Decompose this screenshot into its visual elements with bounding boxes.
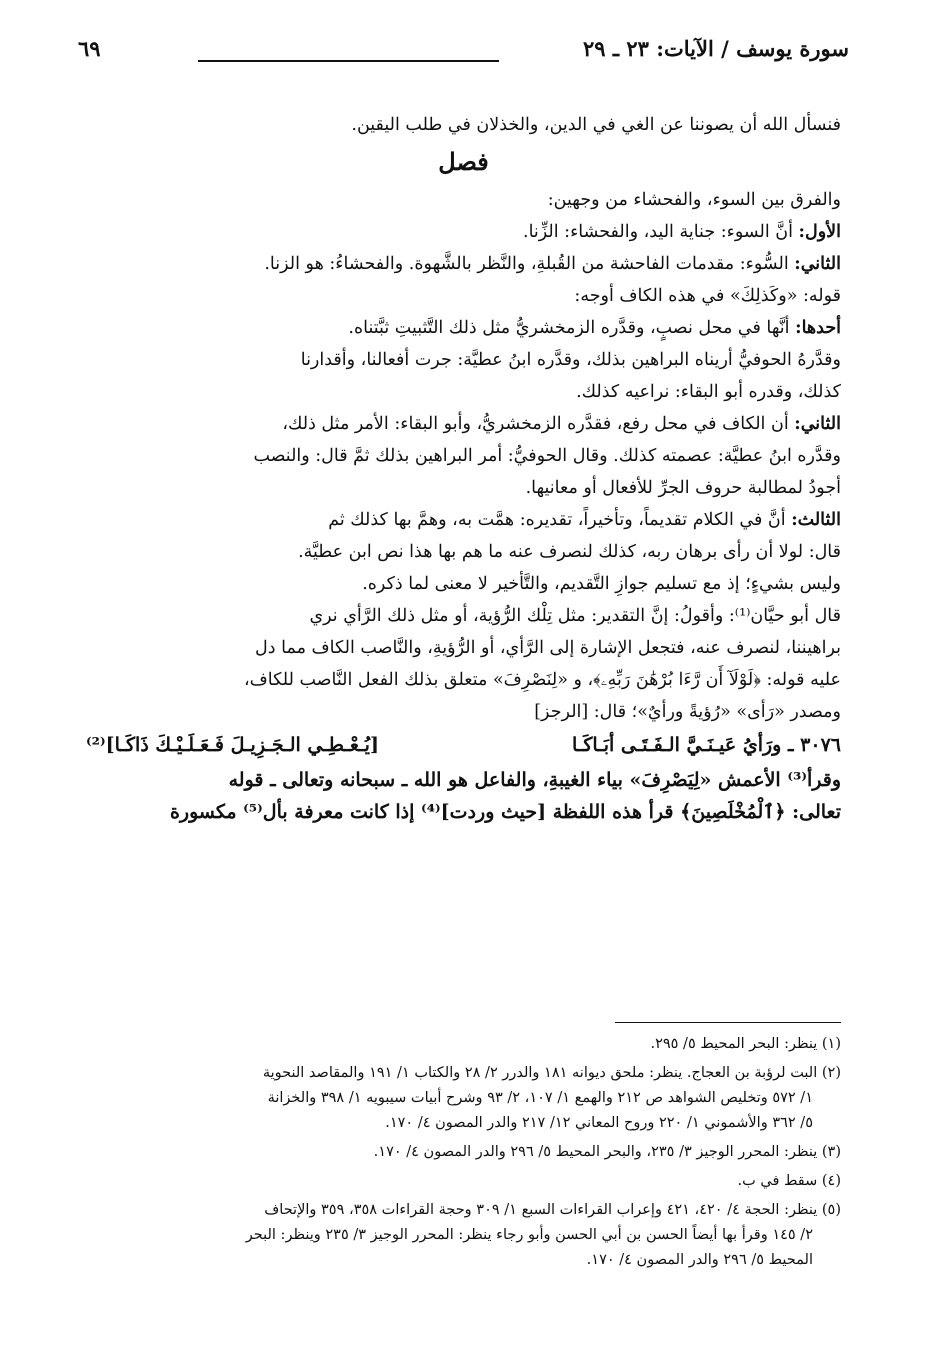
verse-number: ٣٠٧٦ ـ (787, 734, 841, 756)
footnote: (٢) البت لرؤبة بن العجاج. ينظر: ملحق ديوانه ١٨١ والدرر ٢/ ٢٨ والكتاب ١/ ١٩١ والمقاصد النحوية ١/ ٥٧٢ وتخليص الشواهد ص ٢١٢ والهمع ١/ ١٠٧، ٢/ ٩٣ وشرح أبيات سيبويه ١/ ٣٩٨ والخزانة ٥/ ٣٦٢ والأشموني ١/ ٢٢٠ وروح المعاني ١٢/ ٢١٧ والدر المصون ٤/ ١٧٠. (262, 1065, 841, 1131)
text-line: براهيننا، لنصرف عنه، فتجعل الإشارة إلى الرَّأي، أو الرُّؤيةِ، والنَّاصب الكاف مما دل (255, 638, 841, 658)
verse-second-hemistich: [يُـعْـطِـي الـجَـزِيـلَ فَـعَـلَـيْـكَ ذَاكَـا]⁽²⁾ (86, 734, 379, 756)
point-text: أنَّ في الكلام تقديماً، وتأخيراً، تقديره: همَّت به، وهمَّ بها كذلك ثم (328, 510, 792, 530)
running-title: سورة يوسف / الآيات: ٢٣ ـ ٢٩ (582, 36, 849, 61)
text-line: عليه قوله: ﴿لَوْلَآ أَن رَّءَا بُرْهَٰنَ رَبِّهِۦ﴾، و «لِنَصْرِفَ» متعلق بذلك الفعل النَّاصب للكاف، (244, 670, 841, 690)
text-line (86, 315, 841, 342)
point-text: أنَّ السوء: جناية اليد، والفحشاء: الزِّنا. (523, 222, 799, 242)
point-label: الثاني: (794, 414, 841, 434)
text-line: كذلك، وقدره أبو البقاء: نراعيه كذلك. (576, 382, 841, 402)
point-text: أنَّها في محل نصبٍ، وقدَّره الزمخشريُّ مثل ذلك التَّثبيتِ ثبَّتناه. (348, 318, 796, 338)
text-line: أجودُ لمطالبة حروف الجرِّ للأفعال أو معانيها. (525, 478, 841, 498)
text-line: وقدَّرهُ الحوفيُّ أريناه البراهين بذلك، وقدَّره ابنُ عطيَّة: جرت أفعالنا، وأقدارنا (300, 350, 841, 370)
text-line: تعالى: ﴿ٱلْمُخْلَصِينَ﴾ قرأ هذه اللفظة [حيث وردت]⁽⁴⁾ إذا كانت معرفة بأل⁽⁵⁾ مكسورة (169, 801, 841, 823)
section-heading: فصل (438, 147, 489, 176)
text-line: ومصدر «رَأى» «رُؤيةً ورأيٌ»؛ قال: [الرجز] (534, 702, 841, 722)
text-line (86, 507, 841, 534)
verse-first-hemistich: ٣٠٧٦ ـ ورَأيُ عَيـنَـيَّ الـفَـتَـى أبَـاكَـا (571, 734, 841, 756)
text-line (86, 251, 841, 278)
point-label: الثاني: (794, 254, 841, 274)
text-line: وليس بشيءٍ؛ إذ مع تسليم جوازِ التَّقديم، والتَّأخير لا معنى لما ذكره. (362, 574, 841, 594)
text-line: وقرأ⁽³⁾ الأعمش «لِيَصْرِفَ» بياء الغيبةِ، والفاعل هو الله ـ سبحانه وتعالى ـ قوله (228, 769, 841, 791)
page-number: ٦٩ (78, 36, 101, 61)
text-line: وقدَّره ابنُ عطيَّة: عصمته كذلك. وقال الحوفيُّ: أمر البراهين بذلك ثمَّ قال: والنصب (253, 446, 841, 466)
poetry-verse (86, 731, 841, 759)
text-line: قال: لولا أن رأى برهان ربه، كذلك لنصرف عنه ما هم بها هذا نص ابن عطيَّة. (298, 542, 841, 562)
point-label: الأول: (798, 222, 841, 242)
page-header (78, 36, 849, 70)
footnote: (٥) ينظر: الحجة ٤/ ٤٢٠، ٤٢١ وإعراب القراءات السبع ١/ ٣٠٩ وحجة القراءات ٣٥٨، ٣٥٩ والإتحاف ٢/ ١٤٥ وقرأ بها أيضاً الحسن بن أبي الحسن وأبو رجاء ينظر: المحرر الوجيز ٣/ ٢٣٥ وينظر: البحر المحيط ٥/ ٢٩٦ والدر المصون ٤/ ١٧٠. (245, 1202, 841, 1268)
footnotes (86, 1032, 841, 1277)
point-label: أحدها: (795, 318, 841, 338)
footnote: (١) ينظر: البحر المحيط ٥/ ٢٩٥. (650, 1036, 841, 1052)
point-label: الثالث: (791, 510, 841, 530)
point-text: أن الكاف في محل رفع، فقدَّره الزمخشريُّ، وأبو البقاء: الأمر مثل ذلك، (282, 414, 795, 434)
text-line (86, 219, 841, 246)
header-rule (198, 60, 499, 62)
text-line: والفرق بين السوء، والفحشاء من وجهين: (547, 190, 841, 210)
footnote: (٣) ينظر: المحرر الوجيز ٣/ ٢٣٥، والبحر المحيط ٥/ ٢٩٦ والدر المصون ٤/ ١٧٠. (373, 1144, 841, 1160)
text-line: فنسأل الله أن يصوننا عن الغي في الدين، والخذلان في طلب اليقين. (351, 115, 841, 135)
footnote: (٤) سقط في ب. (737, 1173, 841, 1189)
point-text: السُّوء: مقدمات الفاحشة من القُبلةِ، والنَّظر بالشَّهوة. والفحشاءُ: هو الزنا. (264, 254, 795, 274)
footnote-separator (615, 1022, 841, 1023)
main-text (86, 112, 841, 831)
text-line: قوله: «وكَذلِكَ» في هذه الكاف أوجه: (574, 286, 841, 306)
text-line: قال أبو حيَّان⁽¹⁾: وأقولُ: إنَّ التقدير: مثل تِلْك الرُّؤية، أو مثل ذلك الرَّأي نري (309, 606, 841, 626)
text-line (86, 411, 841, 438)
